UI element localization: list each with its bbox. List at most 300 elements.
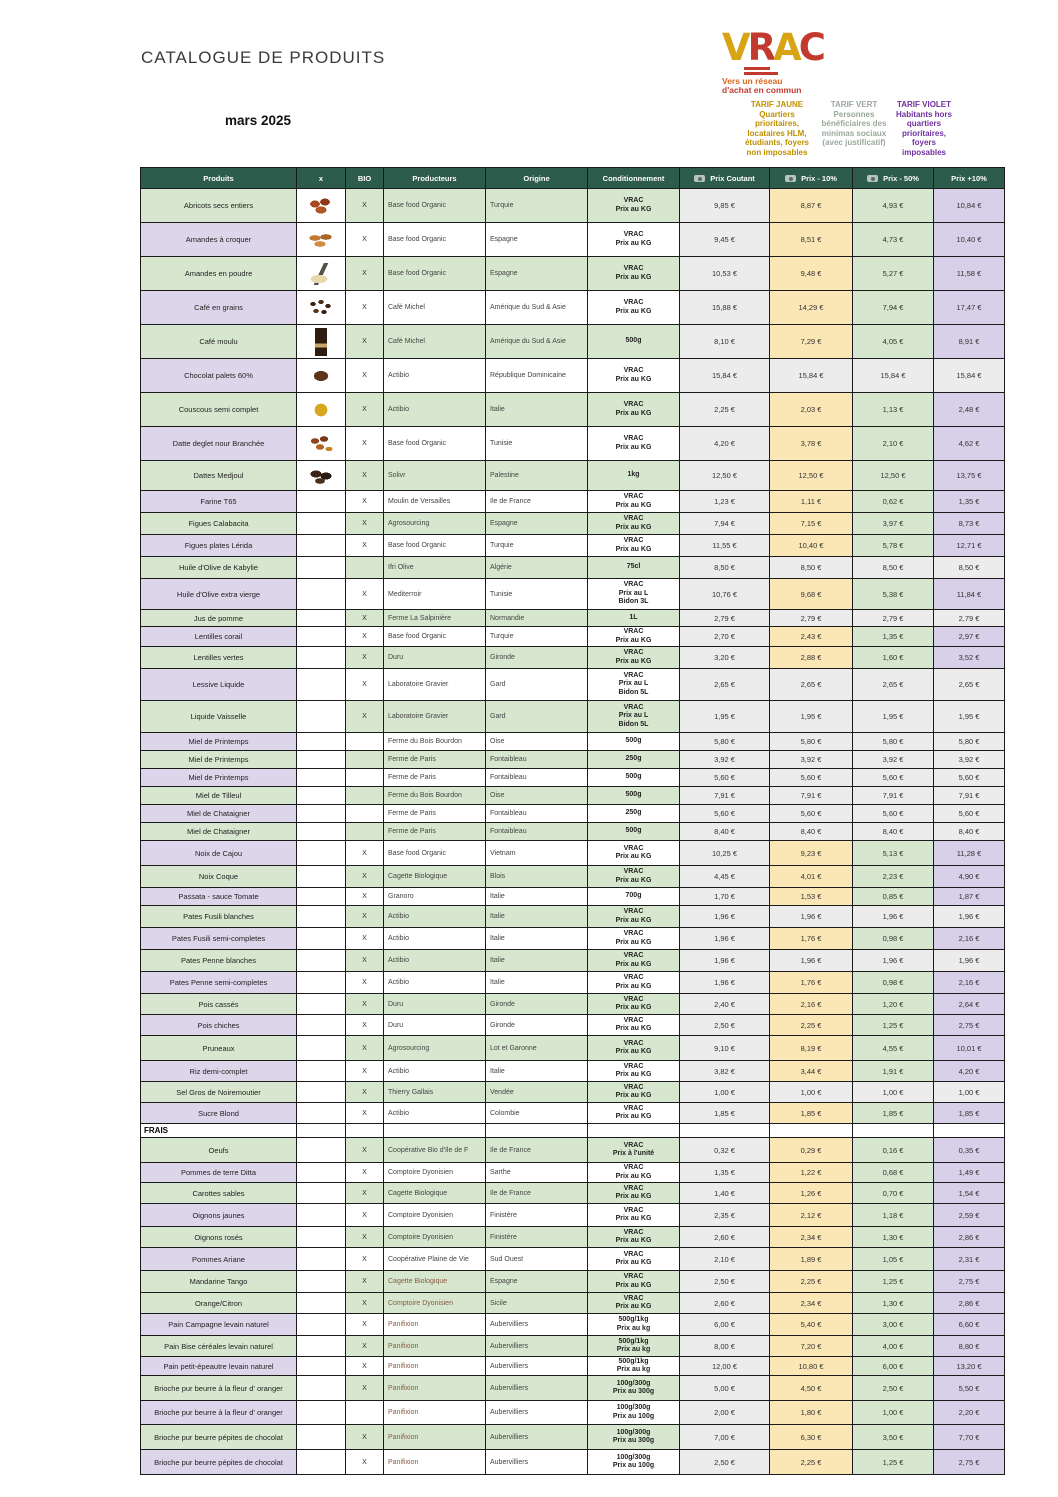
conditionnement-line: VRAC xyxy=(623,908,644,915)
cell-product-name: Café moulu xyxy=(141,325,297,359)
cell-product-photo xyxy=(297,1450,346,1475)
cell-price-plus10: 8,40 € xyxy=(934,823,1005,841)
table-row xyxy=(141,557,1005,579)
cell-product-photo xyxy=(297,841,346,866)
logo-letter: A xyxy=(773,26,799,69)
cell-conditionnement xyxy=(588,888,680,906)
cell-price-p10: 2,12 € xyxy=(770,1204,853,1227)
conditionnement-line: VRAC xyxy=(623,952,644,959)
conditionnement-line: 75cl xyxy=(626,563,641,571)
cell-price-p10: 2,88 € xyxy=(770,647,853,669)
cell-origine: Espagne xyxy=(486,513,588,535)
conditionnement-line: Prix au KG xyxy=(615,1193,652,1200)
cell-conditionnement xyxy=(588,647,680,669)
cell-price-coutant: 4,20 € xyxy=(680,427,770,461)
cell-bio: X xyxy=(346,1357,384,1376)
cell-producteur: Café Michel xyxy=(384,325,486,359)
cell-product-photo xyxy=(297,257,346,291)
cell-bio: X xyxy=(346,491,384,513)
cell-price-coutant: 9,10 € xyxy=(680,1036,770,1061)
cell-product-name: Abricots secs entiers xyxy=(141,189,297,223)
cell-origine: Oise xyxy=(486,733,588,751)
cell-bio: X xyxy=(346,359,384,393)
cell-producteur xyxy=(384,1124,486,1138)
cell-price-plus10: 15,84 € xyxy=(934,359,1005,393)
cell-price-plus10: 10,84 € xyxy=(934,189,1005,223)
conditionnement-line: VRAC xyxy=(623,671,644,679)
cell-price-coutant xyxy=(680,1124,770,1138)
cell-origine: Sarthe xyxy=(486,1163,588,1183)
cell-origine: Espagne xyxy=(486,223,588,257)
page-title: CATALOGUE DE PRODUITS xyxy=(141,48,386,67)
cell-producteur: Solivr xyxy=(384,461,486,491)
tagline-line2: d'achat en commun xyxy=(722,85,802,95)
table-row xyxy=(141,751,1005,769)
cell-origine: Sud Ouest xyxy=(486,1248,588,1271)
cell-producteur: Thierry Gallais xyxy=(384,1082,486,1103)
table-row xyxy=(141,1314,1005,1336)
cell-price-p10: 8,87 € xyxy=(770,189,853,223)
cell-producteur: Base food Organic xyxy=(384,627,486,647)
conditionnement-line: Prix au KG xyxy=(615,307,652,315)
conditionnement-line: VRAC xyxy=(623,649,644,656)
cell-product-photo xyxy=(297,1082,346,1103)
product-photo-cafe-moulu xyxy=(315,328,327,356)
cell-producteur: Base food Organic xyxy=(384,427,486,461)
cell-product-name: Noix de Cajou xyxy=(141,841,297,866)
cell-product-name: Oignons jaunes xyxy=(141,1204,297,1227)
cell-product-name: Pates Penne semi-completes xyxy=(141,972,297,994)
cell-price-plus10: 7,91 € xyxy=(934,787,1005,805)
cell-price-p10: 7,15 € xyxy=(770,513,853,535)
table-row xyxy=(141,359,1005,393)
conditionnement-line: VRAC xyxy=(623,435,644,442)
cell-price-p50: 5,60 € xyxy=(853,769,934,787)
conditionnement-line: VRAC xyxy=(623,868,644,875)
cell-price-p50: 1,35 € xyxy=(853,627,934,647)
cell-producteur: Agrosourcing xyxy=(384,1036,486,1061)
cell-producteur: Mediterroir xyxy=(384,579,486,610)
cell-producteur: Ferme de Paris xyxy=(384,805,486,823)
cell-origine: Algérie xyxy=(486,557,588,579)
cell-price-p10: 3,44 € xyxy=(770,1061,853,1082)
col-header-coutant xyxy=(680,168,770,189)
cell-price-p10: 7,20 € xyxy=(770,1336,853,1357)
cell-origine: Italie xyxy=(486,906,588,928)
cell-price-plus10: 0,35 € xyxy=(934,1138,1005,1163)
cell-bio: X xyxy=(346,906,384,928)
table-row xyxy=(141,1376,1005,1401)
cell-producteur: Ferme de Paris xyxy=(384,769,486,787)
cell-producteur: Laboratoire Gravier xyxy=(384,701,486,733)
cell-conditionnement xyxy=(588,427,680,461)
cell-origine: République Dominicaine xyxy=(486,359,588,393)
cell-price-p50: 7,91 € xyxy=(853,787,934,805)
cell-conditionnement xyxy=(588,557,680,579)
conditionnement-line: VRAC xyxy=(623,1206,644,1214)
table-row xyxy=(141,1336,1005,1357)
cell-origine: Turquie xyxy=(486,189,588,223)
cell-bio: X xyxy=(346,1227,384,1248)
cell-price-p10: 2,43 € xyxy=(770,627,853,647)
cell-price-coutant: 7,94 € xyxy=(680,513,770,535)
cell-price-p10: 1,89 € xyxy=(770,1248,853,1271)
conditionnement-line: Prix au L xyxy=(618,680,649,688)
cell-conditionnement xyxy=(588,223,680,257)
col-header-label: x xyxy=(318,173,324,183)
conditionnement-line: VRAC xyxy=(623,628,644,635)
cell-bio xyxy=(346,557,384,579)
product-photo-poudre xyxy=(306,263,336,285)
cell-price-p10: 5,40 € xyxy=(770,1314,853,1336)
cell-price-p10: 14,29 € xyxy=(770,291,853,325)
cell-product-name: Datte deglet nour Branchée xyxy=(141,427,297,461)
cell-price-coutant: 1,23 € xyxy=(680,491,770,513)
cell-price-p50: 0,68 € xyxy=(853,1163,934,1183)
cell-price-p10: 1,26 € xyxy=(770,1183,853,1204)
cell-price-p50: 12,50 € xyxy=(853,461,934,491)
cell-price-plus10: 5,60 € xyxy=(934,805,1005,823)
cell-product-name: Lentilles vertes xyxy=(141,647,297,669)
conditionnement-line: 1L xyxy=(629,613,638,621)
cell-bio: X xyxy=(346,1163,384,1183)
cell-producteur: Moulin de Versailles xyxy=(384,491,486,513)
conditionnement-line: Prix au KG xyxy=(615,876,652,884)
cell-price-p50: 8,50 € xyxy=(853,557,934,579)
cell-price-coutant: 8,10 € xyxy=(680,325,770,359)
cell-price-p10: 7,91 € xyxy=(770,787,853,805)
cell-product-name: Pois cassés xyxy=(141,994,297,1015)
cell-origine: Aubervilliers xyxy=(486,1336,588,1357)
cell-origine: Italie xyxy=(486,928,588,950)
product-photo-cafe-grains xyxy=(306,297,336,319)
cell-price-p10: 1,76 € xyxy=(770,972,853,994)
cell-product-name: Amandes en poudre xyxy=(141,257,297,291)
cell-product-name: Pruneaux xyxy=(141,1036,297,1061)
conditionnement-line: Prix à l'unité xyxy=(612,1150,655,1157)
cell-price-plus10: 1,49 € xyxy=(934,1163,1005,1183)
cell-price-plus10: 3,52 € xyxy=(934,647,1005,669)
cell-price-p10: 8,19 € xyxy=(770,1036,853,1061)
cell-price-coutant: 9,45 € xyxy=(680,223,770,257)
cell-price-p50: 5,38 € xyxy=(853,579,934,610)
cell-price-p10: 1,95 € xyxy=(770,701,853,733)
table-row xyxy=(141,627,1005,647)
cell-price-p50: 1,30 € xyxy=(853,1293,934,1314)
cell-bio xyxy=(346,1401,384,1425)
product-photo-amandes xyxy=(306,229,336,251)
cell-bio xyxy=(346,1124,384,1138)
conditionnement-line: Prix au kg xyxy=(616,1366,651,1373)
cell-price-plus10: 7,70 € xyxy=(934,1425,1005,1450)
cell-price-p10: 15,84 € xyxy=(770,359,853,393)
cell-product-photo xyxy=(297,787,346,805)
cell-price-plus10: 17,47 € xyxy=(934,291,1005,325)
cell-producteur: Cagette Biologique xyxy=(384,1271,486,1293)
cell-price-p50: 2,50 € xyxy=(853,1376,934,1401)
cell-conditionnement xyxy=(588,1183,680,1204)
cell-price-plus10: 8,91 € xyxy=(934,325,1005,359)
table-row xyxy=(141,579,1005,610)
cell-price-p50: 0,98 € xyxy=(853,928,934,950)
cell-price-p50: 3,00 € xyxy=(853,1314,934,1336)
col-header-label: Origine xyxy=(523,173,550,183)
cell-product-name: Pommes de terre Ditta xyxy=(141,1163,297,1183)
cell-conditionnement xyxy=(588,1401,680,1425)
cell-price-coutant: 1,85 € xyxy=(680,1103,770,1124)
cell-price-coutant: 4,45 € xyxy=(680,866,770,888)
cell-conditionnement xyxy=(588,1425,680,1450)
cell-origine: Fontaibleau xyxy=(486,805,588,823)
cell-origine: Amérique du Sud & Asie xyxy=(486,325,588,359)
cell-price-p50: 1,96 € xyxy=(853,950,934,972)
col-header-origine xyxy=(486,168,588,189)
cell-product-name: Huile d'Olive de Kabylie xyxy=(141,557,297,579)
cell-producteur: Base food Organic xyxy=(384,841,486,866)
cell-origine: Turquie xyxy=(486,627,588,647)
cell-bio: X xyxy=(346,461,384,491)
cell-price-plus10: 1,35 € xyxy=(934,491,1005,513)
cell-price-p50: 1,13 € xyxy=(853,393,934,427)
cell-bio: X xyxy=(346,223,384,257)
conditionnement-line: 500g xyxy=(625,737,642,745)
cell-product-name: Sucre Blond xyxy=(141,1103,297,1124)
cell-price-plus10: 5,80 € xyxy=(934,733,1005,751)
cell-producteur: Base food Organic xyxy=(384,223,486,257)
cell-product-name: Carottes sables xyxy=(141,1183,297,1204)
table-row xyxy=(141,823,1005,841)
conditionnement-line: Prix au KG xyxy=(615,916,652,924)
conditionnement-line: VRAC xyxy=(623,844,644,852)
banknote-icon xyxy=(785,175,796,182)
cell-product-photo xyxy=(297,1015,346,1036)
conditionnement-line: Prix au KG xyxy=(615,545,652,553)
cell-product-name: Miel de Printemps xyxy=(141,733,297,751)
table-row xyxy=(141,1357,1005,1376)
cell-conditionnement xyxy=(588,906,680,928)
cell-price-p10: 4,01 € xyxy=(770,866,853,888)
cell-origine: Tunisie xyxy=(486,579,588,610)
cell-product-name: Figues Calabacita xyxy=(141,513,297,535)
section-row xyxy=(141,1124,1005,1138)
cell-conditionnement xyxy=(588,535,680,557)
cell-bio: X xyxy=(346,647,384,669)
conditionnement-line: Prix au KG xyxy=(615,523,652,531)
cell-product-name: Farine T65 xyxy=(141,491,297,513)
cell-price-p50: 1,30 € xyxy=(853,1227,934,1248)
conditionnement-line: Prix au L xyxy=(618,589,649,597)
tariff-jaune-name: TARIF JAUNE xyxy=(750,100,804,109)
table-row xyxy=(141,325,1005,359)
cell-price-plus10: 11,28 € xyxy=(934,841,1005,866)
tariff-violet-name: TARIF VIOLET xyxy=(896,100,952,109)
product-photo-dattes-branche xyxy=(306,433,336,455)
cell-price-p10: 8,51 € xyxy=(770,223,853,257)
cell-product-name: Miel de Chataigner xyxy=(141,823,297,841)
col-header-photo xyxy=(297,168,346,189)
cell-price-plus10: 2,31 € xyxy=(934,1248,1005,1271)
cell-price-coutant: 12,00 € xyxy=(680,1357,770,1376)
cell-product-photo xyxy=(297,1138,346,1163)
conditionnement-line: Prix au KG xyxy=(615,1259,652,1266)
cell-product-name: Amandes à croquer xyxy=(141,223,297,257)
cell-price-p10: 6,30 € xyxy=(770,1425,853,1450)
cell-price-coutant: 2,60 € xyxy=(680,1227,770,1248)
table-row xyxy=(141,427,1005,461)
cell-product-name: Liquide Vaisselle xyxy=(141,701,297,733)
cell-price-coutant: 2,00 € xyxy=(680,1401,770,1425)
conditionnement-line: Prix au KG xyxy=(615,982,652,990)
cell-product-name: Miel de Printemps xyxy=(141,751,297,769)
table-row xyxy=(141,1082,1005,1103)
cell-product-name: Brioche pur beurre à la fleur d' oranger xyxy=(141,1401,297,1425)
conditionnement-line: VRAC xyxy=(623,231,644,238)
cell-producteur: Ifri Olive xyxy=(384,557,486,579)
cell-price-p10: 1,80 € xyxy=(770,1401,853,1425)
cell-price-p50: 4,73 € xyxy=(853,223,934,257)
cell-price-p50: 5,80 € xyxy=(853,733,934,751)
cell-price-coutant: 1,96 € xyxy=(680,928,770,950)
conditionnement-line: 500g xyxy=(625,791,642,799)
cell-price-coutant: 2,35 € xyxy=(680,1204,770,1227)
cell-conditionnement xyxy=(588,733,680,751)
cell-producteur: Panifixion xyxy=(384,1314,486,1336)
table-row xyxy=(141,1183,1005,1204)
cell-product-photo xyxy=(297,359,346,393)
cell-price-coutant: 11,55 € xyxy=(680,535,770,557)
conditionnement-line: 250g xyxy=(625,809,642,817)
table-row xyxy=(141,610,1005,627)
cell-price-plus10: 2,16 € xyxy=(934,972,1005,994)
table-row xyxy=(141,1138,1005,1163)
cell-price-coutant: 2,50 € xyxy=(680,1015,770,1036)
cell-product-photo xyxy=(297,393,346,427)
cell-bio: X xyxy=(346,1336,384,1357)
cell-price-p50: 4,00 € xyxy=(853,1336,934,1357)
conditionnement-line: Prix au 300g xyxy=(612,1437,655,1444)
conditionnement-line: VRAC xyxy=(623,703,644,711)
cell-price-p10: 2,34 € xyxy=(770,1227,853,1248)
conditionnement-line: VRAC xyxy=(623,265,644,272)
cell-bio: X xyxy=(346,1376,384,1401)
cell-origine: Aubervilliers xyxy=(486,1376,588,1401)
cell-price-plus10: 8,73 € xyxy=(934,513,1005,535)
cell-price-p50: 2,10 € xyxy=(853,427,934,461)
cell-price-p50: 3,92 € xyxy=(853,751,934,769)
cell-price-p10: 9,48 € xyxy=(770,257,853,291)
cell-price-coutant: 1,96 € xyxy=(680,972,770,994)
cell-bio xyxy=(346,787,384,805)
cell-price-p10: 2,34 € xyxy=(770,1293,853,1314)
tariff-jaune-legend xyxy=(737,100,817,158)
cell-price-plus10: 5,50 € xyxy=(934,1376,1005,1401)
cell-price-p10: 3,92 € xyxy=(770,751,853,769)
table-row xyxy=(141,1163,1005,1183)
conditionnement-line: VRAC xyxy=(623,299,644,306)
cell-conditionnement xyxy=(588,491,680,513)
table-row xyxy=(141,1204,1005,1227)
cell-price-coutant: 10,76 € xyxy=(680,579,770,610)
cell-product-photo xyxy=(297,1036,346,1061)
cell-conditionnement xyxy=(588,994,680,1015)
cell-price-plus10: 5,60 € xyxy=(934,769,1005,787)
conditionnement-line: 100g/300g xyxy=(616,1453,651,1461)
table-header-row xyxy=(141,168,1005,189)
cell-price-coutant: 2,50 € xyxy=(680,1271,770,1293)
cell-producteur: Duru xyxy=(384,647,486,669)
cell-bio: X xyxy=(346,994,384,1015)
cell-origine: Gironde xyxy=(486,1015,588,1036)
cell-price-p10: 4,50 € xyxy=(770,1376,853,1401)
cell-price-coutant: 1,40 € xyxy=(680,1183,770,1204)
cell-price-plus10: 1,96 € xyxy=(934,950,1005,972)
cell-conditionnement xyxy=(588,805,680,823)
cell-product-photo xyxy=(297,1204,346,1227)
cell-price-plus10: 1,00 € xyxy=(934,1082,1005,1103)
cell-price-coutant: 5,60 € xyxy=(680,805,770,823)
cell-price-plus10: 10,01 € xyxy=(934,1036,1005,1061)
cell-price-p10: 5,60 € xyxy=(770,805,853,823)
product-photo-chocolat xyxy=(306,365,336,387)
cell-product-photo xyxy=(297,1227,346,1248)
cell-product-photo xyxy=(297,1103,346,1124)
cell-conditionnement xyxy=(588,1204,680,1227)
cell-product-name: Dattes Medjoul xyxy=(141,461,297,491)
conditionnement-line: 500g/1kg xyxy=(618,1316,649,1323)
cell-price-p10: 1,96 € xyxy=(770,950,853,972)
cell-price-p50: 2,79 € xyxy=(853,610,934,627)
table-row xyxy=(141,888,1005,906)
cell-bio: X xyxy=(346,669,384,701)
cell-product-photo xyxy=(297,1425,346,1450)
cell-price-p10: 2,03 € xyxy=(770,393,853,427)
vrac-logo-tagline xyxy=(722,77,842,95)
cell-price-plus10: 1,95 € xyxy=(934,701,1005,733)
table-row xyxy=(141,805,1005,823)
cell-product-photo xyxy=(297,701,346,733)
cell-price-plus10: 8,80 € xyxy=(934,1336,1005,1357)
cell-price-coutant: 1,70 € xyxy=(680,888,770,906)
cell-producteur: Actibio xyxy=(384,1103,486,1124)
cell-price-p50: 5,27 € xyxy=(853,257,934,291)
table-row xyxy=(141,1103,1005,1124)
product-table xyxy=(140,167,1005,1475)
cell-bio: X xyxy=(346,1036,384,1061)
cell-price-coutant: 1,00 € xyxy=(680,1082,770,1103)
product-photo-couscous xyxy=(306,399,336,421)
cell-product-name: Café en grains xyxy=(141,291,297,325)
cell-product-photo xyxy=(297,1336,346,1357)
cell-price-coutant: 2,65 € xyxy=(680,669,770,701)
cell-price-p10: 8,40 € xyxy=(770,823,853,841)
conditionnement-line: 500g xyxy=(625,827,642,835)
cell-product-name: Chocolat palets 60% xyxy=(141,359,297,393)
cell-producteur: Base food Organic xyxy=(384,257,486,291)
cell-price-p50: 4,55 € xyxy=(853,1036,934,1061)
cell-price-plus10: 2,20 € xyxy=(934,1401,1005,1425)
cell-product-name: Pain Campagne levain naturel xyxy=(141,1314,297,1336)
conditionnement-line: VRAC xyxy=(623,1062,644,1070)
banknote-icon xyxy=(867,175,878,182)
conditionnement-line: Bidon 5L xyxy=(618,720,649,728)
banknote-icon xyxy=(694,175,705,182)
cell-producteur: Panifixion xyxy=(384,1450,486,1475)
vrac-logo xyxy=(722,26,842,95)
cell-price-p50: 5,60 € xyxy=(853,805,934,823)
cell-price-plus10: 2,64 € xyxy=(934,994,1005,1015)
cell-origine: Ile de France xyxy=(486,491,588,513)
conditionnement-line: VRAC xyxy=(623,1294,644,1302)
